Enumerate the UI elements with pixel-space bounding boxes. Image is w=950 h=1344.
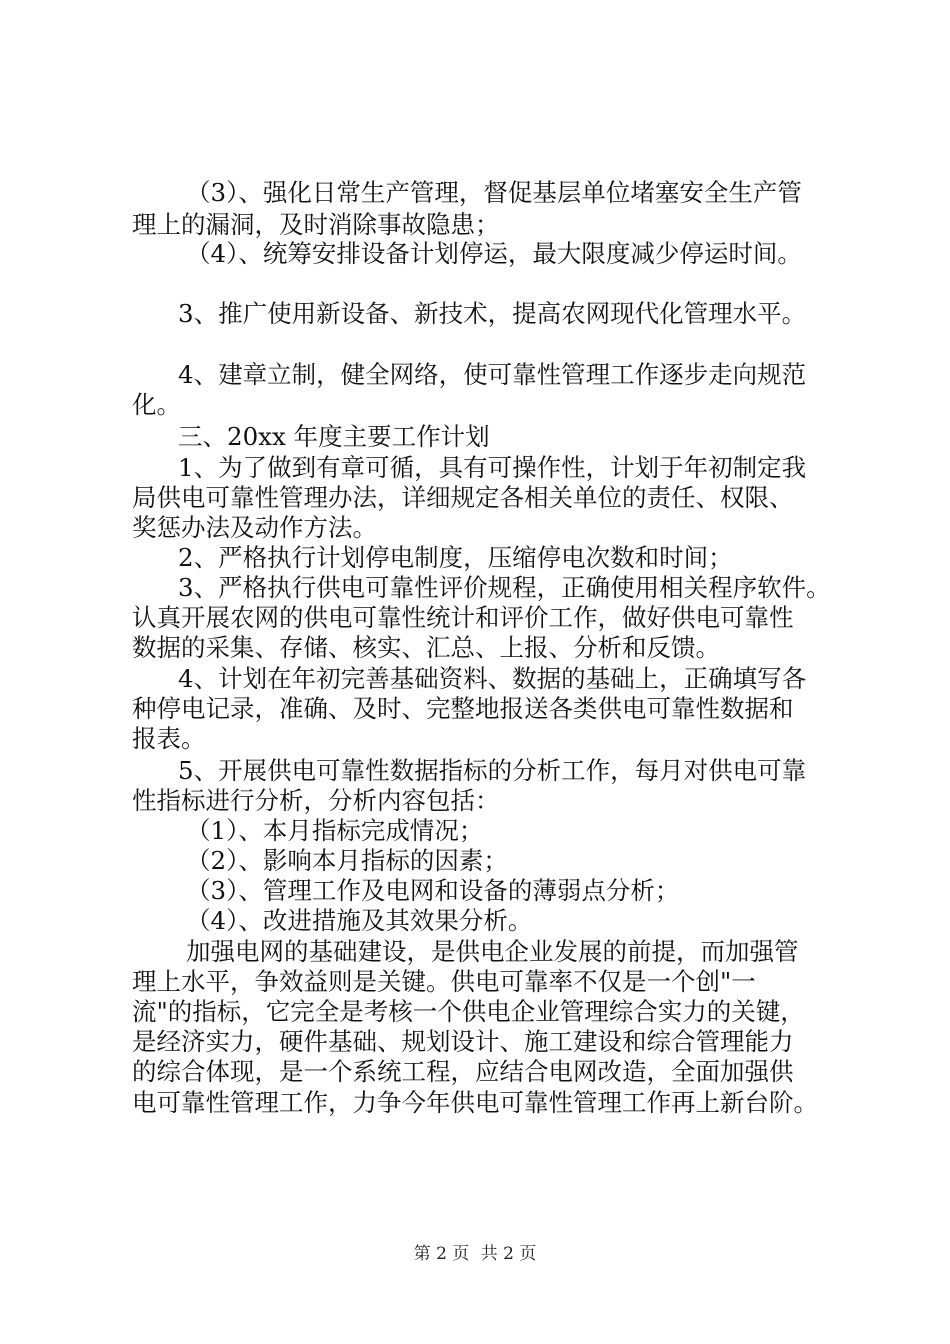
text-line: 奖惩办法及动作方法。 xyxy=(132,513,377,542)
text-line: 1、为了做到有章可循，具有可操作性，计划于年初制定我 xyxy=(178,453,807,482)
text-line: 数据的采集、存储、核实、汇总、上报、分析和反馈。 xyxy=(132,633,720,662)
text-line: 3、严格执行供电可靠性评价规程，正确使用相关程序软件。 xyxy=(178,573,831,602)
text-line: 是经济实力，硬件基础、规划设计、施工建设和综合管理能力 xyxy=(132,1027,794,1056)
text-line: （1）、本月指标完成情况； xyxy=(186,816,484,845)
text-line: 认真开展农网的供电可靠性统计和评价工作，做好供电可靠性 xyxy=(132,603,794,632)
text-line: 3、推广使用新设备、新技术，提高农网现代化管理水平。 xyxy=(178,299,807,328)
text-line: 2、严格执行计划停电制度，压缩停电次数和时间； xyxy=(178,543,733,572)
text-line: （2）、影响本月指标的因素； xyxy=(186,846,508,875)
text-line: （4）、改进措施及其效果分析。 xyxy=(186,906,533,935)
page-total: 共 2 页 xyxy=(480,1244,537,1264)
text-line: （4）、统筹安排设备计划停运，最大限度减少停运时间。 xyxy=(186,239,802,268)
text-line: 电可靠性管理工作，力争今年供电可靠性管理工作再上新台阶。 xyxy=(132,1088,818,1117)
text-line: 报表。 xyxy=(132,724,206,753)
text-line: 理上的漏洞，及时消除事故隐患； xyxy=(132,210,500,239)
text-line: 理上水平，争效益则是关键。供电可靠率不仅是一个创"一 xyxy=(132,967,756,996)
text-line: 的综合体现，是一个系统工程，应结合电网改造，全面加强供 xyxy=(132,1057,794,1086)
text-line: 5、开展供电可靠性数据指标的分析工作，每月对供电可靠 xyxy=(178,756,807,785)
text-line: 流"的指标，它完全是考核一个供电企业管理综合实力的关键， xyxy=(132,997,805,1026)
text-line: 种停电记录，准确、及时、完整地报送各类供电可靠性数据和 xyxy=(132,694,794,723)
text-line: （3）、管理工作及电网和设备的薄弱点分析； xyxy=(186,876,680,905)
page-footer xyxy=(0,1243,950,1265)
section-heading: 三、20xx 年度主要工作计划 xyxy=(178,422,490,451)
text-line: 4、建章立制，健全网络，使可靠性管理工作逐步走向规范 xyxy=(178,360,807,389)
text-line: 4、计划在年初完善基础资料、数据的基础上，正确填写各 xyxy=(178,664,807,693)
text-line: 化。 xyxy=(132,390,181,419)
text-line: （3）、强化日常生产管理，督促基层单位堵塞安全生产管 xyxy=(186,178,802,207)
page-number: 第 2 页 xyxy=(413,1244,470,1264)
text-line: 加强电网的基础建设，是供电企业发展的前提，而加强管 xyxy=(186,937,799,966)
text-line: 局供电可靠性管理办法，详细规定各相关单位的责任、权限、 xyxy=(132,483,794,512)
text-line: 性指标进行分析，分析内容包括： xyxy=(132,786,500,815)
